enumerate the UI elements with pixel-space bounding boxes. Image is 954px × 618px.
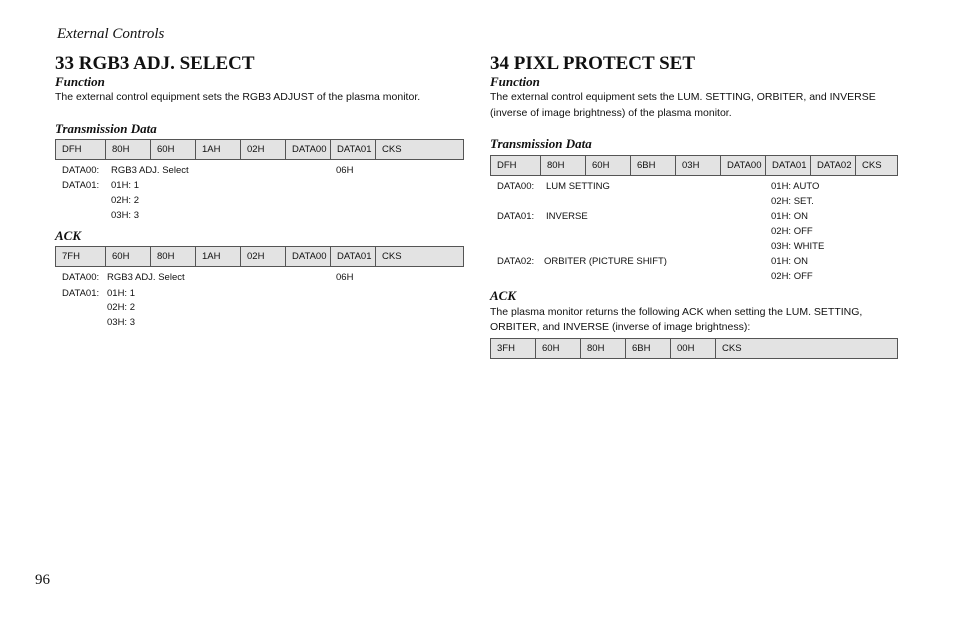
cell: 1AH xyxy=(196,247,241,266)
cell: DATA00 xyxy=(286,247,331,266)
data01-label: DATA01: xyxy=(497,211,535,222)
transmission-heading: Transmission Data xyxy=(55,121,157,136)
ack-table xyxy=(490,338,898,359)
cell: 02H xyxy=(241,140,286,159)
ack-text-line: ORBITER, and INVERSE (inverse of image brightness): xyxy=(490,321,751,333)
cell: CKS xyxy=(862,160,882,171)
ack-text-line: The plasma monitor returns the following ACK when setting the LUM. SETTING, xyxy=(490,306,863,318)
data02-option: 02H: OFF xyxy=(771,271,813,282)
page-number: 96 xyxy=(35,572,50,588)
cell: 80H xyxy=(581,339,626,358)
cell: 60H xyxy=(106,247,151,266)
cell: 80H xyxy=(541,156,586,175)
cell: DFH xyxy=(56,140,106,159)
ack-data01-option: 02H: 2 xyxy=(107,302,135,313)
ack-table xyxy=(55,246,464,267)
cell: 1AH xyxy=(196,140,241,159)
data00-desc: LUM SETTING xyxy=(546,181,610,192)
cell: CKS xyxy=(382,144,402,155)
data00-value: 06H xyxy=(336,165,354,176)
function-text: The external control equipment sets the RGB3 ADJUST of the plasma monitor. xyxy=(55,91,421,103)
ack-data00-desc: RGB3 ADJ. Select xyxy=(107,272,185,283)
cell: DATA01 xyxy=(766,156,811,175)
cell: DATA00 xyxy=(721,156,766,175)
data02-desc: ORBITER (PICTURE SHIFT) xyxy=(544,256,667,267)
function-text-line: (inverse of image brightness) of the plasma monitor. xyxy=(490,107,732,119)
data01-option: 03H: WHITE xyxy=(771,241,825,252)
transmission-heading: Transmission Data xyxy=(490,136,592,151)
cell: 02H xyxy=(241,247,286,266)
running-header: External Controls xyxy=(57,26,165,42)
cell: 3FH xyxy=(491,339,536,358)
ack-data01-option: 01H: 1 xyxy=(107,288,135,299)
cell: 6BH xyxy=(631,156,676,175)
cell: 60H xyxy=(151,140,196,159)
cell: 80H xyxy=(106,140,151,159)
function-heading: Function xyxy=(55,74,105,89)
cell: CKS xyxy=(722,343,742,354)
cell: 00H xyxy=(671,339,716,358)
cell: 6BH xyxy=(626,339,671,358)
cell: 80H xyxy=(151,247,196,266)
ack-heading: ACK xyxy=(490,288,517,303)
data00-option: 01H: AUTO xyxy=(771,181,820,192)
data02-option: 01H: ON xyxy=(771,256,808,267)
section-title-34: 34 PIXL PROTECT SET xyxy=(490,53,696,74)
cell: DATA01 xyxy=(331,247,376,266)
function-heading: Function xyxy=(490,74,540,89)
data01-option: 01H: ON xyxy=(771,211,808,222)
cell: DATA02 xyxy=(811,156,856,175)
cell: CKS xyxy=(382,251,402,262)
cell: DATA01 xyxy=(331,140,376,159)
cell: 60H xyxy=(586,156,631,175)
data00-option: 02H: SET. xyxy=(771,196,814,207)
ack-data01-label: DATA01: xyxy=(62,288,100,299)
data02-label: DATA02: xyxy=(497,256,535,267)
cell: DATA00 xyxy=(286,140,331,159)
data00-label: DATA00: xyxy=(62,165,100,176)
data01-label: DATA01: xyxy=(62,180,100,191)
data01-option: 03H: 3 xyxy=(111,210,139,221)
ack-data00-value: 06H xyxy=(336,272,354,283)
data01-option: 02H: OFF xyxy=(771,226,813,237)
ack-data01-option: 03H: 3 xyxy=(107,317,135,328)
ack-heading: ACK xyxy=(55,228,82,243)
function-text-line: The external control equipment sets the LUM. SETTING, ORBITER, and INVERSE xyxy=(490,91,876,103)
data01-option: 01H: 1 xyxy=(111,180,139,191)
data00-desc: RGB3 ADJ. Select xyxy=(111,165,189,176)
ack-data00-label: DATA00: xyxy=(62,272,100,283)
cell: 7FH xyxy=(56,247,106,266)
data01-option: 02H: 2 xyxy=(111,195,139,206)
data01-desc: INVERSE xyxy=(546,211,588,222)
cell: 60H xyxy=(536,339,581,358)
transmission-table xyxy=(55,139,464,160)
cell: 03H xyxy=(676,156,721,175)
transmission-table xyxy=(490,155,898,176)
data00-label: DATA00: xyxy=(497,181,535,192)
cell: DFH xyxy=(491,156,541,175)
section-title-33: 33 RGB3 ADJ. SELECT xyxy=(55,53,255,74)
